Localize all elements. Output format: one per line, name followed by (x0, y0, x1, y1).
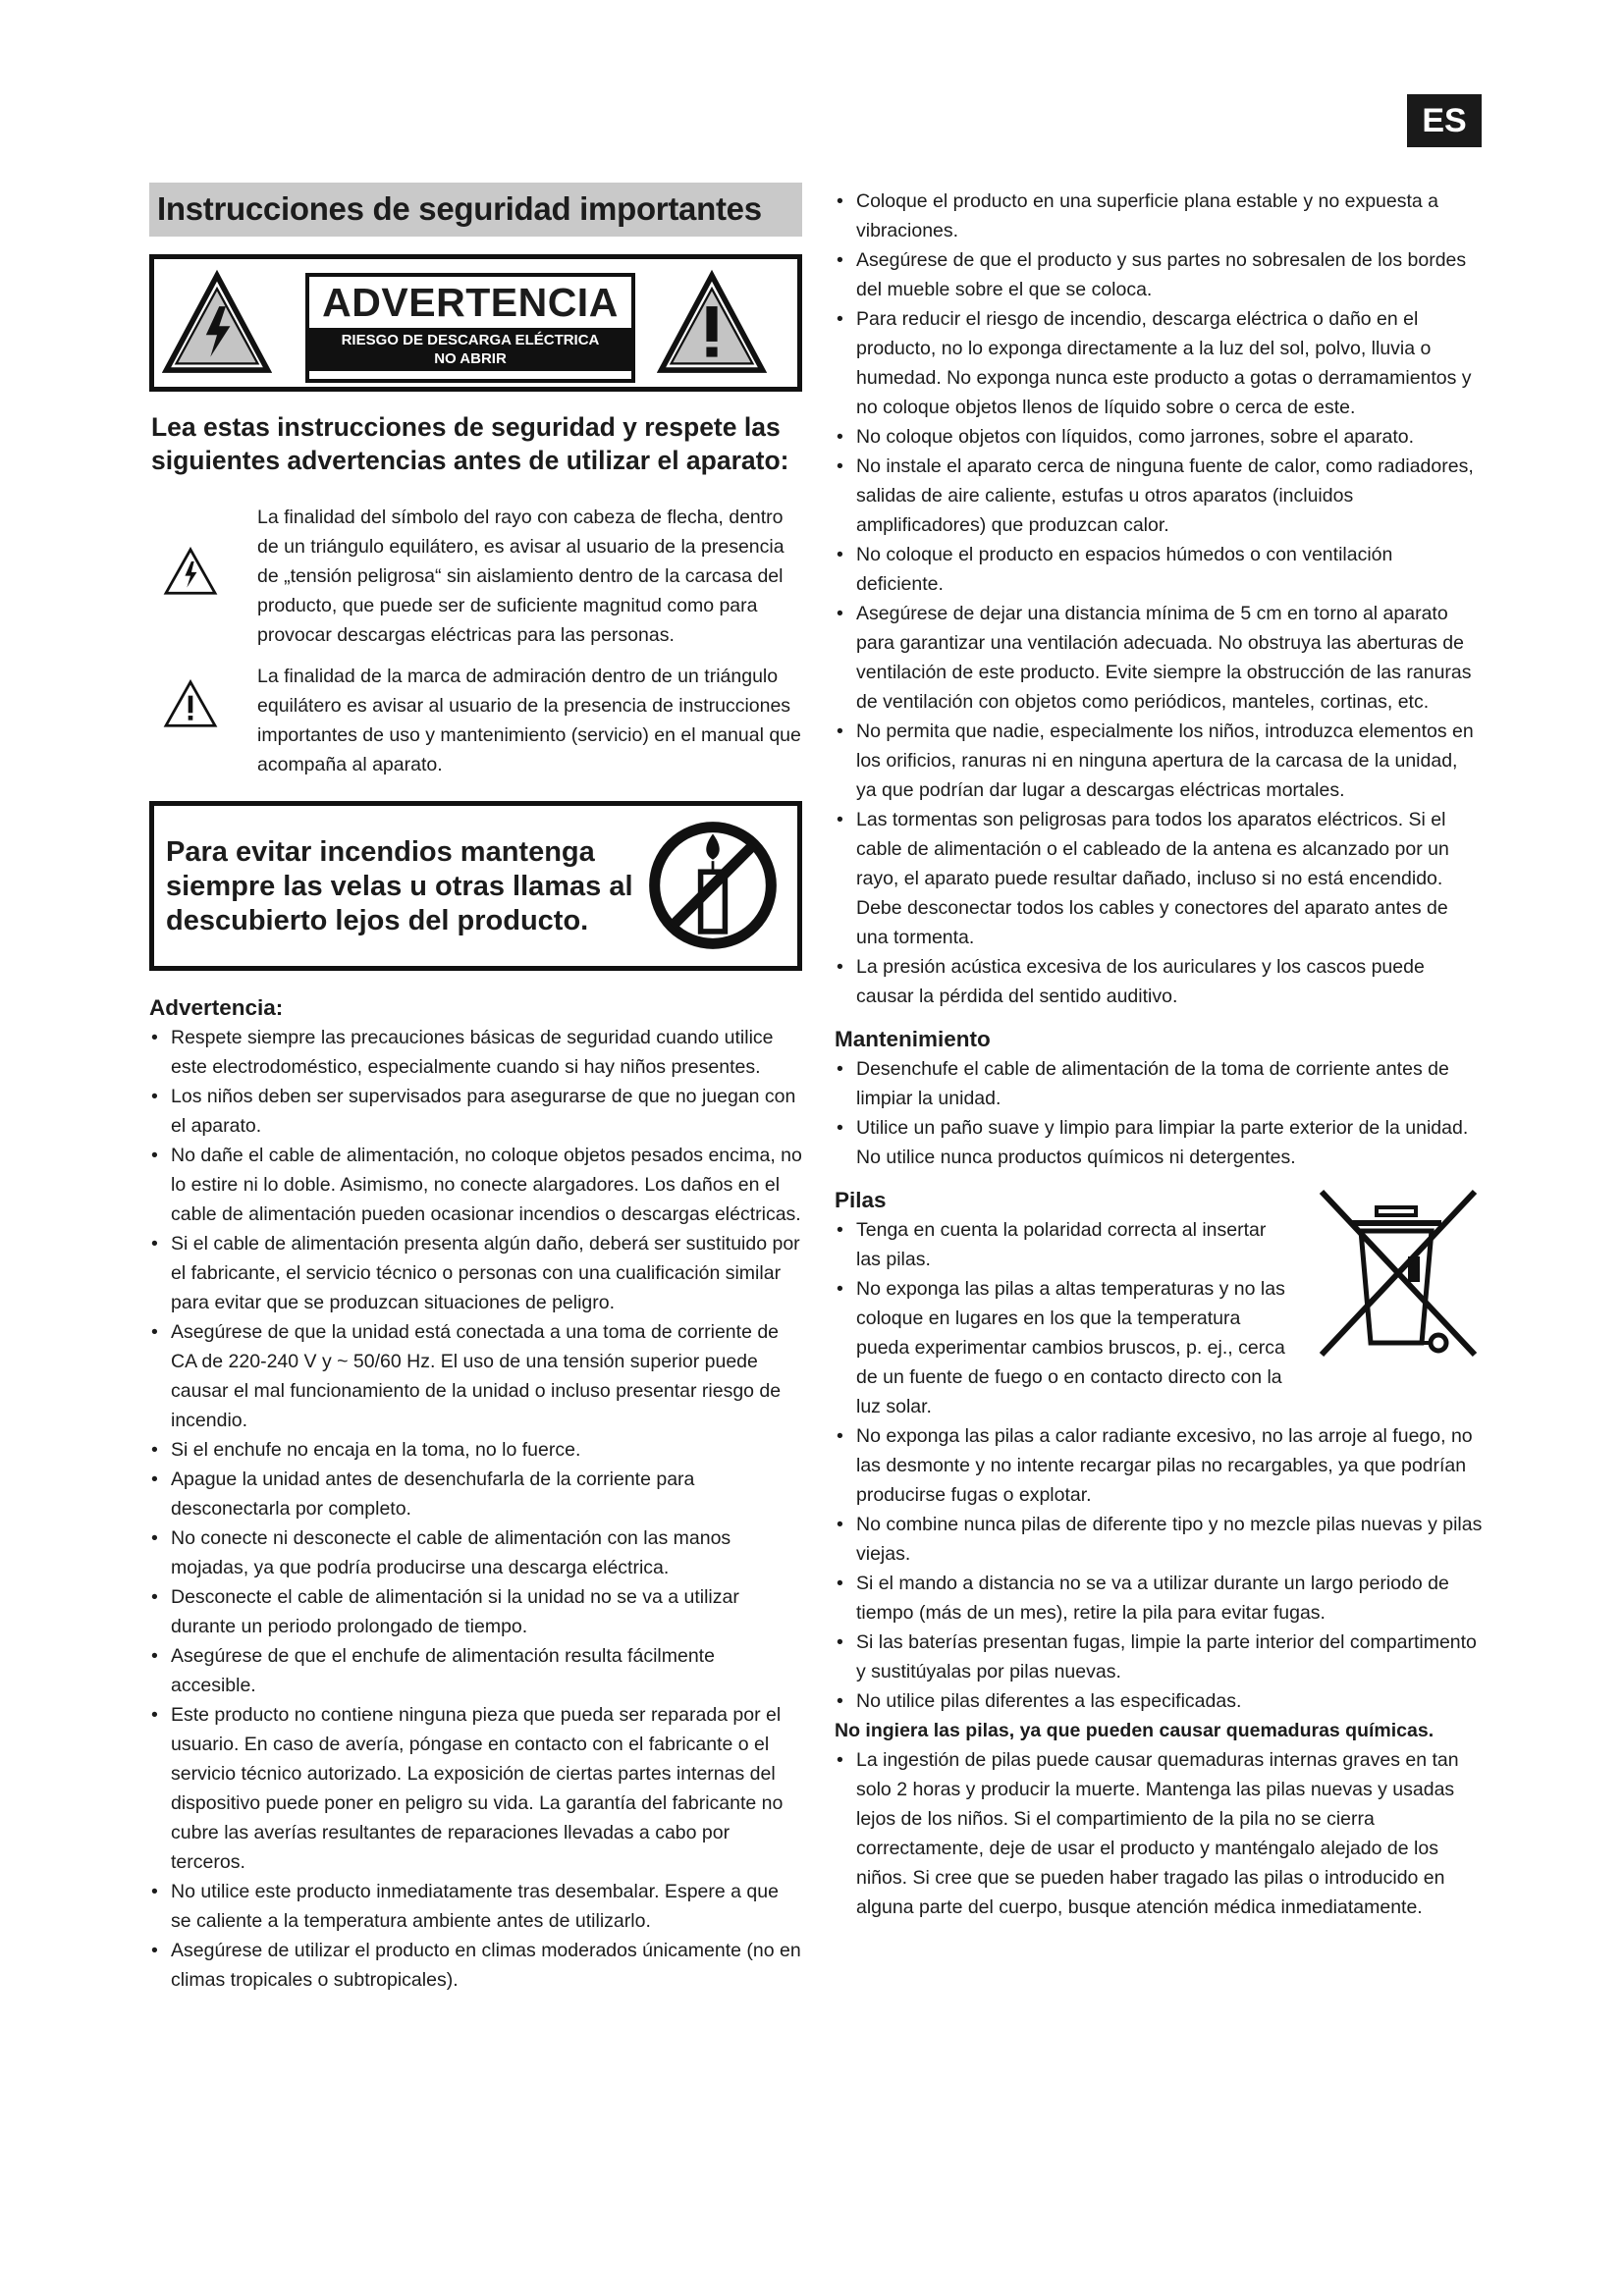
page-title: Instrucciones de seguridad importantes (149, 183, 802, 237)
lightning-symbol-text: La finalidad del símbolo del rayo con cabeza de flecha, dentro de un triángulo equilátero, es avisar al usuario de la presencia de „tensión peligrosa“ sin aislamiento dentro de la carcasa del producto, que puede ser de suficiente magnitud como para provocar descargas eléctricas para las personas. (257, 507, 785, 646)
list-item: • No utilice este producto inmediatamente tras desembalar. Espere a que se caliente a la temperatura ambiente antes de utilizarlo. (149, 1877, 802, 1936)
pilas-heading: Pilas (835, 1188, 887, 1212)
list-item: • Si el enchufe no encaja en la toma, no lo fuerce. (149, 1435, 802, 1465)
list-item: • Asegúrese de dejar una distancia mínima de 5 cm en torno al aparato para garantizar una ventilación adecuada. No obstruya las aberturas de ventilación de este producto. Evite siempre la obstrucción de las ranuras de ventilación con objetos como periódicos, manteles, cortinas, etc. (835, 599, 1483, 717)
warning-title: ADVERTENCIA (322, 280, 619, 325)
crossed-out-bin-icon (1316, 1186, 1483, 1362)
intro-heading: Lea estas instrucciones de seguridad y respete las siguientes advertencias antes de utilizar el aparato: (151, 412, 789, 475)
no-open-flame-icon (645, 818, 781, 953)
list-item: • Tenga en cuenta la polaridad correcta al insertar las pilas. (835, 1215, 1286, 1274)
advertencia-section (149, 993, 802, 1995)
battery-ingestion-warning: No ingiera las pilas, ya que pueden causar quemaduras químicas. (835, 1720, 1435, 1741)
list-item: • Utilice un paño suave y limpio para limpiar la parte exterior de la unidad. No utilice nunca productos químicos ni detergentes. (835, 1113, 1483, 1172)
warning-label (149, 254, 802, 392)
list-item: • No permita que nadie, especialmente los niños, introduzca elementos en los orificios, ranuras ni en ninguna apertura de la carcasa de la unidad, ya que podrían dar lugar a descargas eléctricas mortales. (835, 717, 1483, 805)
mantenimiento-section (835, 1025, 1483, 1172)
right-column (835, 187, 1483, 1922)
pilas-section (835, 1186, 1483, 1922)
list-item: • Si el cable de alimentación presenta algún daño, deberá ser sustituido por el fabricante, el servicio técnico o personas con una cualificación similar para evitar que se produzcan situaciones de peligro. (149, 1229, 802, 1317)
list-item: • Desenchufe el cable de alimentación de la toma de corriente antes de limpiar la unidad. (835, 1054, 1483, 1113)
exclamation-symbol-explanation (149, 662, 802, 779)
pilas-list-narrow (835, 1215, 1286, 1421)
list-item: • Para reducir el riesgo de incendio, descarga eléctrica o daño en el producto, no lo exponga directamente a la luz del sol, polvo, lluvia o humedad. No exponga nunca este producto a gotas o derramamientos y no coloque objetos llenos de líquido sobre o cerca de este. (835, 304, 1483, 422)
list-item: • Respete siempre las precauciones básicas de seguridad cuando utilice este electrodoméstico, especialmente cuando si hay niños presentes. (149, 1023, 802, 1082)
pilas-final-list (835, 1745, 1483, 1922)
list-item: • No instale el aparato cerca de ninguna fuente de calor, como radiadores, salidas de aire caliente, estufas u otros aparatos (incluidos amplificadores) que produzcan calor. (835, 452, 1483, 540)
list-item: • Coloque el producto en una superficie plana estable y no expuesta a vibraciones. (835, 187, 1483, 245)
pilas-list (835, 1421, 1483, 1716)
fire-warning-box (149, 801, 802, 971)
list-item: • No dañe el cable de alimentación, no coloque objetos pesados encima, no lo estire ni lo doble. Asimismo, no conecte alargadores. Los daños en el cable de alimentación pueden ocasionar incendios o descargas eléctricas. (149, 1141, 802, 1229)
list-item: • Asegúrese de que la unidad está conectada a una toma de corriente de CA de 220-240 V y ~ 50/60 Hz. El uso de una tensión superior puede causar el mal funcionamiento de la unidad o incluso presentar riesgo de incendio. (149, 1317, 802, 1435)
list-item: • Desconecte el cable de alimentación si la unidad no se va a utilizar durante un periodo prolongado de tiempo. (149, 1582, 802, 1641)
list-item: • No combine nunca pilas de diferente tipo y no mezcle pilas nuevas y pilas viejas. (835, 1510, 1483, 1569)
fire-warning-text: Para evitar incendios mantenga siempre las velas u otras llamas al descubierto lejos del producto. (166, 836, 633, 936)
language-tab: ES (1407, 94, 1482, 147)
list-item: • No coloque objetos con líquidos, como jarrones, sobre el aparato. (835, 422, 1483, 452)
advertencia-list (149, 1023, 802, 1995)
exclamation-symbol-text: La finalidad de la marca de admiración dentro de un triángulo equilátero es avisar al usuario de la presencia de instrucciones importantes de uso y mantenimiento (servicio) en el manual que acompaña al aparato. (257, 666, 801, 775)
left-column (149, 183, 802, 1995)
list-item: • Si las baterías presentan fugas, limpie la parte interior del compartimento y sustitúyalas por pilas nuevas. (835, 1628, 1483, 1686)
lightning-warning-icon (162, 269, 272, 379)
list-item: • La presión acústica excesiva de los auriculares y los cascos puede causar la pérdida del sentido auditivo. (835, 952, 1483, 1011)
advertencia-heading: Advertencia: (149, 995, 284, 1020)
exclamation-triangle-icon (163, 679, 218, 728)
list-item: • No utilice pilas diferentes a las especificadas. (835, 1686, 1483, 1716)
list-item: • No conecte ni desconecte el cable de alimentación con las manos mojadas, ya que podría producirse una descarga eléctrica. (149, 1523, 802, 1582)
list-item: • Asegúrese de que el enchufe de alimentación resulta fácilmente accesible. (149, 1641, 802, 1700)
list-item: • La ingestión de pilas puede causar quemaduras internas graves en tan solo 2 horas y producir la muerte. Mantenga las pilas nuevas y usadas lejos de los niños. Si el compartimiento de la pila no se cierra correctamente, deje de usar el producto y manténgalo alejado de los niños. Si cree que se pueden haber tragado las pilas o introducido en alguna parte del cuerpo, busque atención médica inmediatamente. (835, 1745, 1483, 1922)
lightning-triangle-icon (163, 547, 218, 596)
exclamation-warning-icon (657, 269, 767, 379)
mantenimiento-list (835, 1054, 1483, 1172)
list-item: • Asegúrese de que el producto y sus partes no sobresalen de los bordes del mueble sobre el que se coloca. (835, 245, 1483, 304)
list-item: • Los niños deben ser supervisados para asegurarse de que no juegan con el aparato. (149, 1082, 802, 1141)
warning-panel (305, 273, 635, 383)
list-item: • Las tormentas son peligrosas para todos los aparatos eléctricos. Si el cable de alimentación o el cableado de la antena es alcanzado por un rayo, el aparato puede resultar dañado, incluso si no está encendido. Debe desconectar todos los cables y conectores del aparato antes de una tormenta. (835, 805, 1483, 952)
list-item: • Apague la unidad antes de desenchufarla de la corriente para desconectarla por completo. (149, 1465, 802, 1523)
lightning-symbol-explanation (149, 503, 802, 650)
list-item: • No coloque el producto en espacios húmedos o con ventilación deficiente. (835, 540, 1483, 599)
list-item: • Si el mando a distancia no se va a utilizar durante un largo periodo de tiempo (más de un mes), retire la pila para evitar fugas. (835, 1569, 1483, 1628)
list-item: • Asegúrese de utilizar el producto en climas moderados únicamente (no en climas tropicales o subtropicales). (149, 1936, 802, 1995)
safety-list-continued (835, 187, 1483, 1011)
mantenimiento-heading: Mantenimiento (835, 1027, 991, 1051)
list-item: • No exponga las pilas a altas temperaturas y no las coloque en lugares en los que la temperatura pueda experimentar cambios bruscos, p. ej., cerca de un fuente de fuego o en contacto directo con la luz solar. (835, 1274, 1286, 1421)
warning-subtitle: RIESGO DE DESCARGA ELÉCTRICA NO ABRIR (309, 328, 631, 371)
list-item: • No exponga las pilas a calor radiante excesivo, no las arroje al fuego, no las desmonte y no intente recargar pilas no recargables, ya que podrían producirse fugas o explotar. (835, 1421, 1483, 1510)
list-item: • Este producto no contiene ninguna pieza que pueda ser reparada por el usuario. En caso de avería, póngase en contacto con el fabricante o el servicio técnico autorizado. La exposición de ciertas partes internas del dispositivo puede poner en peligro su vida. La garantía del fabricante no cubre las averías resultantes de reparaciones llevadas a cabo por terceros. (149, 1700, 802, 1877)
